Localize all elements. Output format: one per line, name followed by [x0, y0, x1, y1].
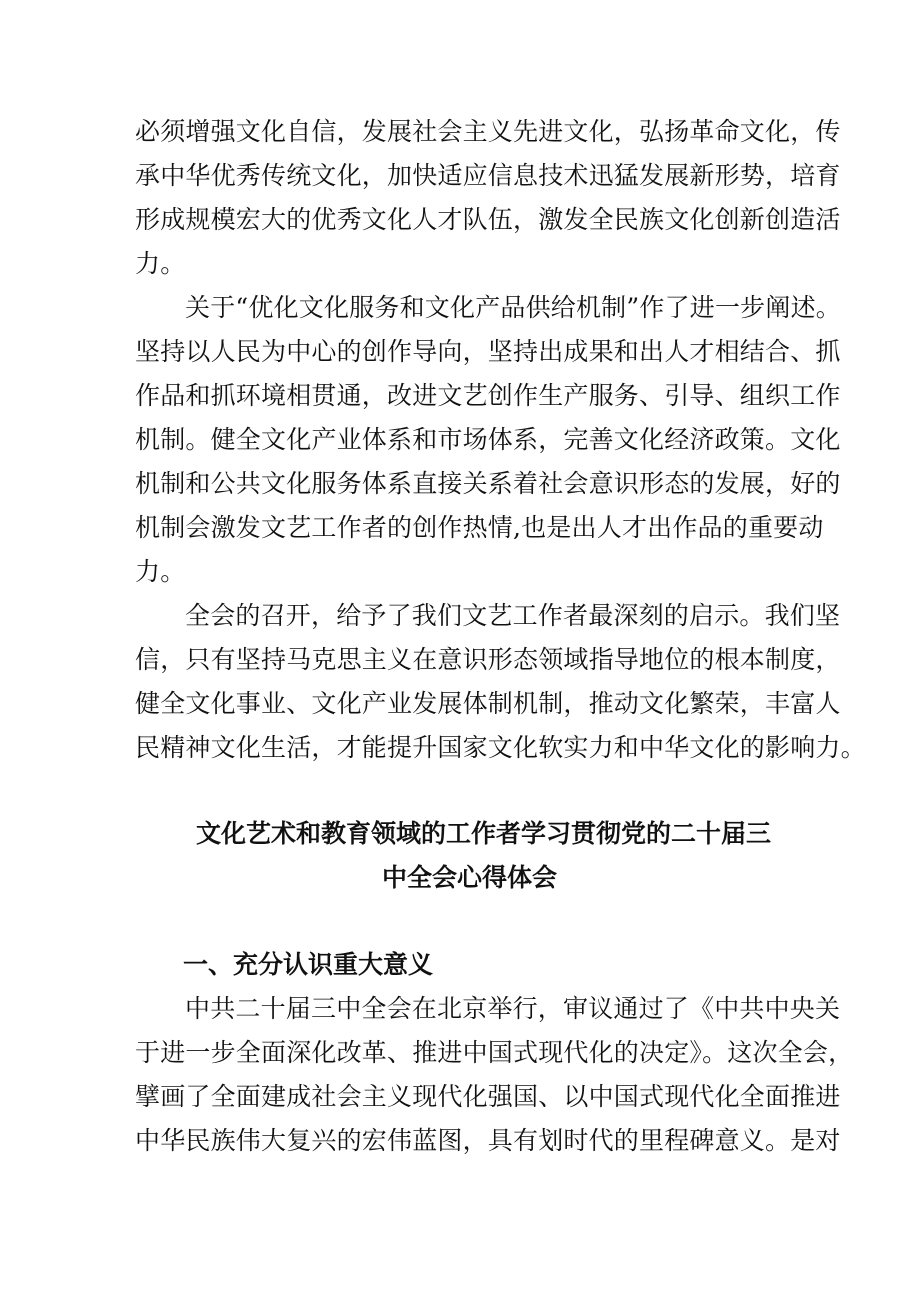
- section-heading: 一、充分认识重大意义: [183, 950, 434, 979]
- text-line: 中华民族伟大复兴的宏伟蓝图，具有划时代的里程碑意义。是对: [135, 1126, 841, 1155]
- text-line: 擘画了全面建成社会主义现代化强国、以中国式现代化全面推进: [135, 1082, 841, 1111]
- text-line: 必须增强文化自信，发展社会主义先进文化，弘扬革命文化，传: [135, 117, 841, 146]
- text-line: 中共二十届三中全会在北京举行，审议通过了《中共中央关: [185, 994, 841, 1023]
- text-line: 民精神文化生活，才能提升国家文化软实力和中华文化的影响力。: [135, 733, 866, 762]
- text-line: 机制。健全文化产业体系和市场体系，完善文化经济政策。文化: [135, 425, 841, 454]
- text-line: 于进一步全面深化改革、推进中国式现代化的决定》。这次全会，: [135, 1038, 854, 1067]
- text-line: 坚持以人民为中心的创作导向，坚持出成果和出人才相结合、抓: [135, 337, 841, 366]
- text-line: 信，只有坚持马克思主义在意识形态领域指导地位的根本制度，: [135, 645, 841, 674]
- article-title-line-2: 中全会心得体会: [382, 863, 558, 892]
- text-line: 机制会激发文艺工作者的创作热情,也是出人才出作品的重要动: [135, 513, 824, 542]
- text-line: 作品和抓环境相贯通，改进文艺创作生产服务、引导、组织工作: [135, 381, 841, 410]
- text-line: 力。: [135, 249, 186, 278]
- text-line: 形成规模宏大的优秀文化人才队伍，激发全民族文化创新创造活: [135, 205, 841, 234]
- text-line: 关于“优化文化服务和文化产品供给机制”作了进一步阐述。: [185, 293, 841, 322]
- text-line: 承中华优秀传统文化，加快适应信息技术迅猛发展新形势，培育: [135, 161, 841, 190]
- text-line: 力。: [135, 557, 186, 586]
- text-line: 全会的召开，给予了我们文艺工作者最深刻的启示。我们坚: [185, 601, 841, 630]
- article-title-line-1: 文化艺术和教育领域的工作者学习贯彻党的二十届三: [196, 819, 772, 848]
- text-line: 健全文化事业、文化产业发展体制机制，推动文化繁荣，丰富人: [135, 689, 841, 718]
- text-line: 机制和公共文化服务体系直接关系着社会意识形态的发展，好的: [135, 469, 841, 498]
